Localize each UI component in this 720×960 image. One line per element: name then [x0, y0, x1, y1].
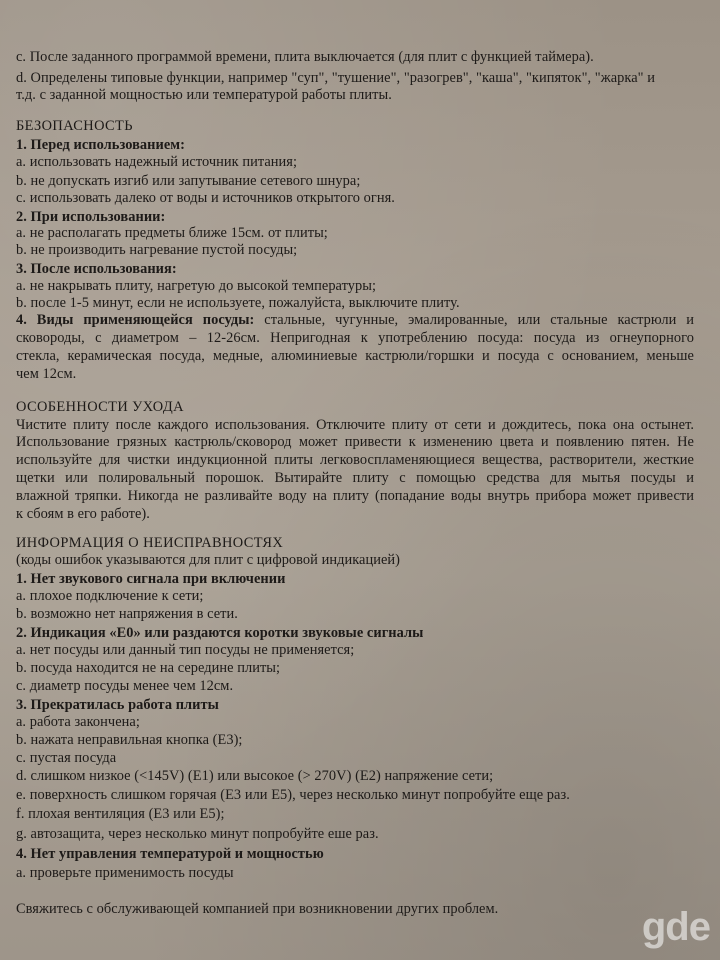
text-line: стекла, керамическая посуда, медные, алюминиевые кастрюли/горшки и посуда с основанием, меньше: [16, 348, 694, 364]
section-heading-safety: БЕЗОПАСНОСТЬ: [16, 118, 133, 134]
subheading: 4. Нет управления температурой и мощностью: [16, 846, 324, 862]
subheading: 1. Перед использованием:: [16, 137, 185, 153]
contact-note: Свяжитесь с обслуживающей компанией при возникновении других проблем.: [16, 901, 499, 917]
text-line: a. плохое подключение к сети;: [16, 588, 204, 604]
text-line: т.д. с заданной мощностью или температурой работы плиты.: [16, 87, 392, 103]
text-line: b. после 1-5 минут, если не используете, пожалуйста, выключите плиту.: [16, 295, 460, 311]
text-line: 4. Виды применяющейся посуды: стальные, чугунные, эмалированные, или стальные кастрюли и: [16, 312, 694, 328]
section-heading-care: ОСОБЕННОСТИ УХОДА: [16, 399, 184, 415]
text-line: a. не располагать предметы ближе 15см. от плиты;: [16, 225, 328, 241]
text-line: b. не допускать изгиб или запутывание сетевого шнура;: [16, 173, 361, 189]
text-line: влажной тряпки. Никогда не разливайте воду на плиту (попадание воды внутрь прибора может привести: [16, 488, 694, 504]
text-line: Чистите плиту после каждого использования. Отключите плиту от сети и дождитесь, пока она остынет.: [16, 417, 694, 433]
text-line: сковороды, с диаметром – 12-26см. Непригодная к употреблению посуда: посуда из огнеупорного: [16, 330, 694, 346]
cookware-label: 4. Виды применяющейся посуды:: [16, 312, 255, 328]
text-line: a. проверьте применимость посуды: [16, 865, 234, 881]
text-line: b. не производить нагревание пустой посуды;: [16, 242, 298, 258]
subheading: 2. При использовании:: [16, 209, 166, 225]
text-line: c. После заданного программой времени, плита выключается (для плит с функцией таймера).: [16, 49, 594, 65]
text-line: a. не накрывать плиту, нагретую до высокой температуры;: [16, 278, 377, 294]
subheading: 3. Прекратилась работа плиты: [16, 697, 219, 713]
text-line: e. поверхность слишком горячая (E3 или E5), через несколько минут попробуйте еще раз.: [16, 787, 570, 803]
text-line: g. автозащита, через несколько минут попробуйте еше раз.: [16, 826, 379, 842]
text-line: c. диаметр посуды менее чем 12см.: [16, 678, 234, 694]
text-line: d. слишком низкое (<145V) (E1) или высокое (> 270V) (E2) напряжение сети;: [16, 768, 494, 784]
text-line: f. плохая вентиляция (E3 или E5);: [16, 806, 225, 822]
text-line: a. работа закончена;: [16, 714, 140, 730]
text-line: чем 12см.: [16, 366, 77, 382]
text-line: к сбоям в его работе).: [16, 506, 150, 522]
text-line: (коды ошибок указываются для плит с цифровой индикацией): [16, 552, 400, 568]
subheading: 2. Индикация «E0» или раздаются коротки звуковые сигналы: [16, 625, 424, 641]
text-line: b. посуда находится не на середине плиты;: [16, 660, 281, 676]
text-line: a. использовать надежный источник питания;: [16, 154, 298, 170]
text-line: d. Определены типовые функции, например "суп", "тушение", "разогрев", "каша", "кипяток", "жарка" и: [16, 70, 655, 86]
text-line: Использование грязных кастрюль/сковород может привести к изменению цвета и появлению пятен. Не: [16, 434, 694, 450]
text-line: b. возможно нет напряжения в сети.: [16, 606, 238, 622]
text-line: b. нажата неправильная кнопка (E3);: [16, 732, 243, 748]
text-line: используйте для чистки индукционной плиты легковоспламеняющиеся вещества, растворители, жесткие: [16, 452, 694, 468]
text-line: c. использовать далеко от воды и источников открытого огня.: [16, 190, 395, 206]
text-line: a. нет посуды или данный тип посуды не применяется;: [16, 642, 355, 658]
text-line: c. пустая посуда: [16, 750, 117, 766]
text-line: щетки или полировальный порошок. Вытирайте плиту с помощью средства для мытья посуды и: [16, 470, 694, 486]
section-heading-troubleshooting: ИНФОРМАЦИЯ О НЕИСПРАВНОСТЯХ: [16, 535, 284, 551]
subheading: 1. Нет звукового сигнала при включении: [16, 571, 286, 587]
watermark-logo: gde: [641, 905, 710, 949]
subheading: 3. После использования:: [16, 261, 177, 277]
